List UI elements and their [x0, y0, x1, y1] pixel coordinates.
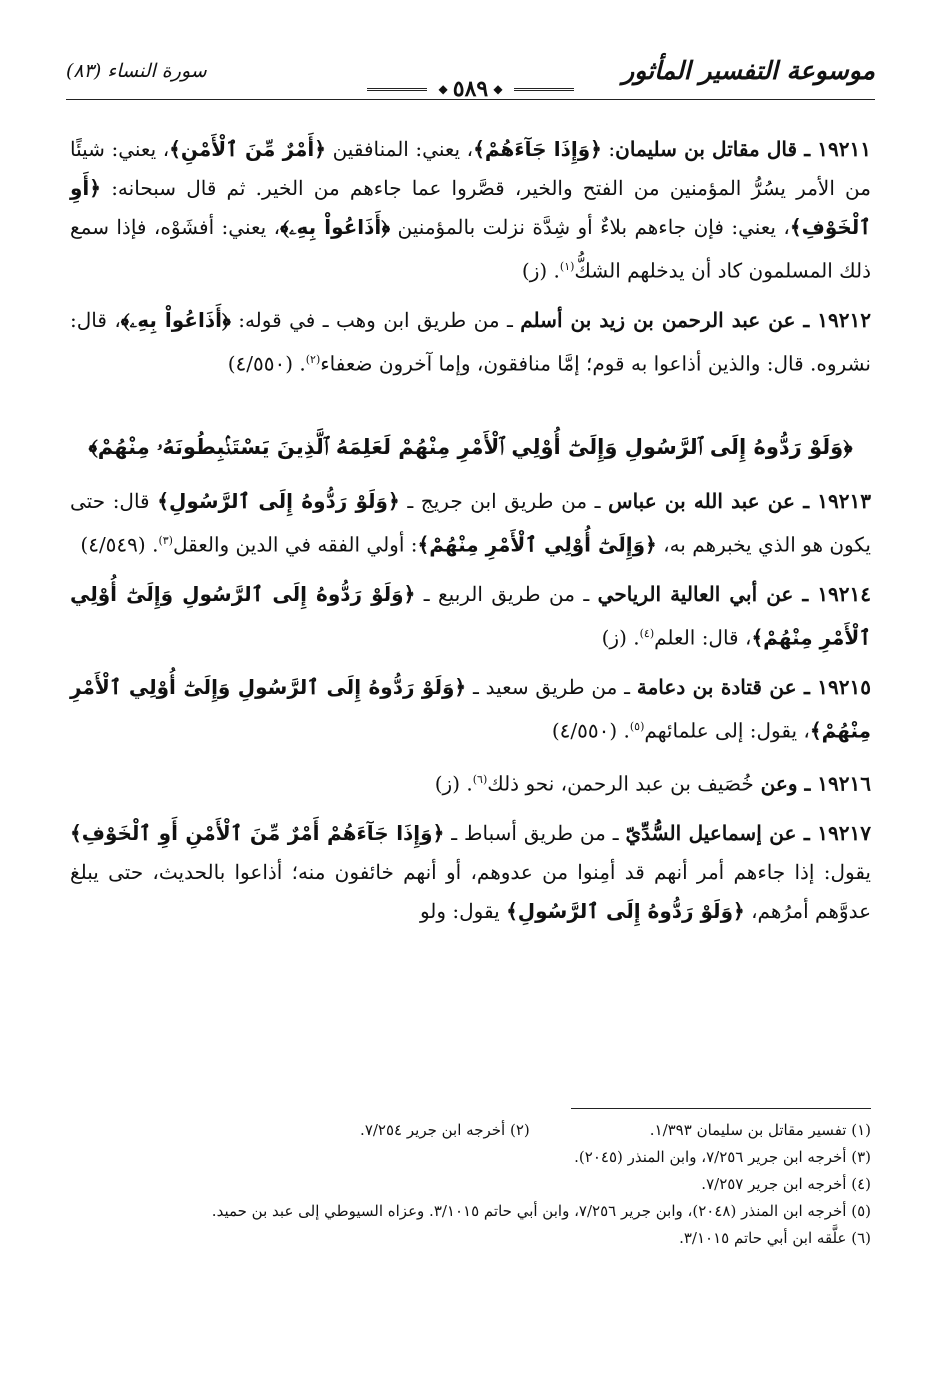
- text: ، يعني: أفشَوْه، فإذا سمع ذلك المسلمون كاد أن يدخلهم الشكُّ: [70, 215, 871, 283]
- footnote-1: (١) تفسير مقاتل بن سليمان ١/٣٩٣.: [649, 1121, 871, 1139]
- text: ، يعني: المنافقين: [326, 137, 474, 161]
- text: :: [601, 137, 616, 161]
- entry-19216: [70, 760, 871, 804]
- book-title: موسوعة التفسير المأثور: [622, 56, 875, 85]
- text: ـ من طريق ابن جريج ـ: [399, 489, 609, 514]
- footnote-ref[interactable]: (٢): [305, 352, 321, 366]
- footnote-5: (٥) أخرجه ابن المنذر (٢٠٤٨)، وابن جرير ٧/٢٥٦، وابن أبي حاتم ٣/١٠١٥. وعزاه السيوطي إلى عبد بن حميد.: [211, 1202, 871, 1220]
- footnote-6: (٦) علَّقه ابن أبي حاتم ٣/١٠١٥.: [679, 1229, 871, 1247]
- entry-number: ١٩٢١٣ ـ عن: [759, 489, 871, 514]
- entry-19214: [70, 575, 871, 658]
- quran-quote: ﴿وَإِلَىٰٓ أُوْلِي ٱلْأَمْرِ مِنْهُمْ﴾: [417, 532, 657, 557]
- narrator: أبي العالية الرياحي: [597, 581, 758, 606]
- source-ref: . (ز): [601, 625, 640, 650]
- footnote-ref[interactable]: (٦): [472, 773, 488, 787]
- narrator: عبد الرحمن بن زيد بن أسلم: [520, 307, 761, 332]
- entry-19215: [70, 668, 871, 751]
- entry-number: ١٩٢١٧ ـ عن: [761, 820, 871, 845]
- quran-quote: ﴿وَإِذَا جَآءَهُمْ﴾: [473, 137, 602, 161]
- text: ـ من طريق سعيد ـ: [466, 674, 637, 699]
- footnote-2: (٢) أخرجه ابن جرير ٧/٢٥٤.: [360, 1121, 530, 1139]
- text: ، يعني: شيئًا من الأمر يسُرُّ المؤمنين من الفتح والخير، قصَّروا عما جاءهم من الخير. ثم قال سبحانه:: [70, 137, 871, 200]
- text: يقول: ولو: [419, 898, 507, 923]
- entry-number: ١٩٢١٦ ـ وعن: [753, 771, 871, 796]
- text: ـ من طريق ابن وهب ـ في قوله:: [230, 307, 521, 332]
- ornament-rule: [514, 88, 574, 91]
- entry-19212: [70, 301, 871, 384]
- narrator: عبد الله بن عباس: [608, 489, 760, 514]
- diamond-ornament-icon: ◆: [438, 82, 448, 96]
- source-ref: . (ز): [521, 258, 560, 283]
- quran-quote: ﴿أَذَاعُواْ بِهِۦ﴾: [120, 307, 231, 332]
- footnote-ref[interactable]: (٤): [639, 626, 655, 640]
- text: ـ من طريق أسباط ـ: [444, 820, 626, 845]
- diamond-ornament-icon: ◆: [493, 82, 503, 96]
- text: ، نحو ذلك: [487, 771, 568, 796]
- footnote-ref[interactable]: (٣): [158, 534, 173, 548]
- footnote-rule: [571, 1108, 871, 1109]
- quran-quote: ﴿أَذَاعُواْ بِهِۦ﴾: [280, 215, 391, 239]
- narrator: خُصَيف بن عبد الرحمن: [567, 771, 754, 796]
- entry-number: ١٩٢١١ ـ قال: [759, 137, 871, 161]
- narrator: قتادة بن دعامة: [636, 674, 762, 699]
- footnote-4: (٤) أخرجه ابن جرير ٧/٢٥٧.: [701, 1175, 871, 1193]
- footnotes: [70, 1108, 871, 1252]
- source-ref: . (٤/٥٥٠): [551, 718, 630, 743]
- quran-quote: ﴿وَلَوْ رَدُّوهُ إِلَى ٱلرَّسُولِ وَإِلَىٰٓ أُوْلِي ٱلْأَمْرِ مِنْهُمْ﴾: [70, 581, 871, 650]
- body-text: [70, 130, 871, 941]
- source-ref: . (ز): [434, 771, 473, 796]
- text: ، يعني: فإن جاءهم بلاءٌ أو شِدَّة نزلت بالمؤمنين: [390, 215, 790, 239]
- entry-number: ١٩٢١٥ ـ عن: [761, 674, 871, 699]
- narrator: مقاتل بن سليمان: [615, 137, 760, 161]
- page-number: ٥٨٩: [452, 76, 489, 102]
- quran-quote: ﴿أَمْرٌ مِّنَ ٱلْأَمْنِ﴾: [169, 137, 327, 161]
- quran-quote: ﴿وَإِذَا جَآءَهُمْ أَمْرٌ مِّنَ ٱلْأَمْنِ أَوِ ٱلْخَوْفِ﴾: [70, 820, 445, 845]
- entry-19217: [70, 814, 871, 931]
- text: ، قال: نشروه. قال: والذين أذاعوا به قوم؛ إمَّا منافقون، وإما آخرون ضعفاء: [70, 307, 871, 376]
- header-rule: [66, 99, 875, 100]
- text: : أولي الفقه في الدين والعقل: [172, 532, 418, 557]
- footnote-line: [70, 1117, 871, 1144]
- text: ، يقول: إلى علمائهم: [644, 718, 810, 743]
- source-ref: . (٤/٥٤٩): [80, 532, 159, 557]
- quran-quote: ﴿وَلَوْ رَدُّوهُ إِلَى ٱلرَّسُولِ وَإِلَىٰٓ أُوْلِي ٱلْأَمْرِ مِنْهُمْ﴾: [70, 674, 871, 743]
- footnote-3: (٣) أخرجه ابن جرير ٧/٢٥٦، وابن المنذر (٢٠٤٥).: [574, 1148, 871, 1166]
- quran-quote: ﴿وَلَوْ رَدُّوهُ إِلَى ٱلرَّسُولِ﴾: [157, 489, 400, 514]
- text: قال: حتى يكون هو الذي يخبرهم به،: [70, 489, 871, 557]
- quran-quote: ﴿أَوِ ٱلْخَوْفِ﴾: [70, 176, 872, 239]
- narrator: إسماعيل السُّدِّيّ: [625, 820, 762, 845]
- quran-quote: ﴿وَلَوْ رَدُّوهُ إِلَى ٱلرَّسُولِ﴾: [506, 898, 745, 923]
- entry-19213: [70, 482, 871, 565]
- footnote-ref[interactable]: (٥): [629, 719, 645, 733]
- text: ـ من طريق الربيع ـ: [415, 581, 598, 606]
- verse-heading: ﴿وَلَوْ رَدُّوهُ إِلَى ٱلرَّسُولِ وَإِلَىٰٓ أُوْلِي ٱلْأَمْرِ مِنْهُمْ لَعَلِمَهُ ٱلَّذِينَ يَسْتَنۢبِطُونَهُۥ مِنْهُمْ﴾: [88, 435, 853, 460]
- text: يقول: إذا جاءهم أمر أنهم قد أمِنوا من عدوهم، أو أنهم خائفون منه؛ أذاعوا بالحديث، حتى يبلغ عدوَّهم أمرُهم،: [70, 859, 871, 923]
- entry-number: ١٩٢١٤ ـ عن: [757, 581, 872, 606]
- footnote-ref[interactable]: (١): [559, 260, 575, 273]
- source-ref: . (٤/٥٥٠): [227, 351, 306, 376]
- entry-19211: [70, 130, 871, 291]
- page-header: [66, 56, 875, 100]
- entry-number: ١٩٢١٢ ـ عن: [760, 307, 871, 332]
- ornament-rule: [367, 88, 427, 91]
- surah-label: سورة النساء (٨٣): [66, 60, 207, 82]
- text: ، قال: العلم: [654, 625, 752, 650]
